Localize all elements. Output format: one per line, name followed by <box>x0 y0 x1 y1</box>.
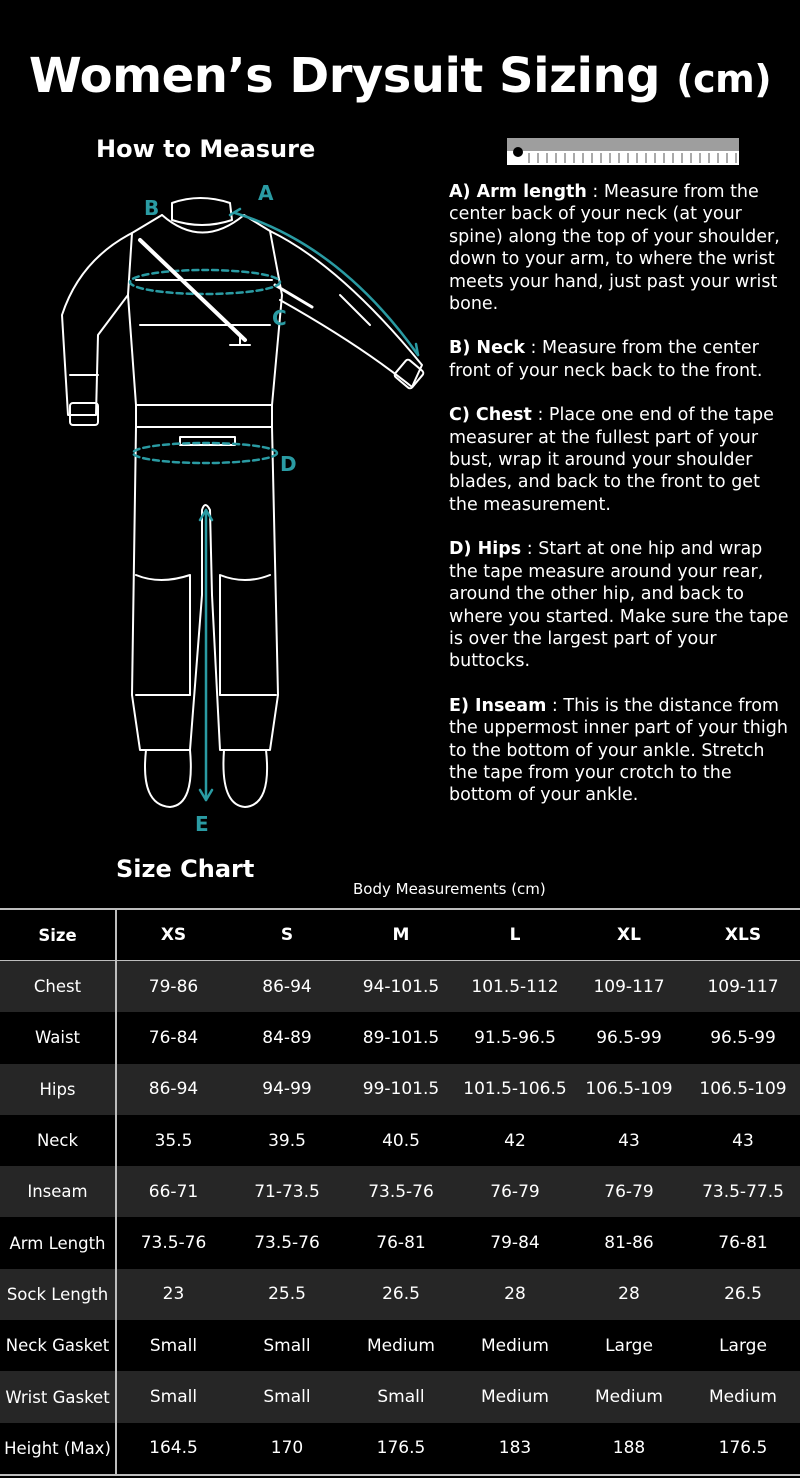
chest-line <box>130 270 280 294</box>
table-row <box>0 1371 800 1422</box>
arm-length-line <box>235 213 418 355</box>
table-cell: 106.5-109 <box>585 1079 673 1100</box>
row-label: Chest <box>0 961 116 1013</box>
table-row <box>0 1064 800 1115</box>
page-title <box>0 48 800 104</box>
table-cell: 99-101.5 <box>362 1079 440 1100</box>
table-row <box>0 1320 800 1371</box>
table-cell: 79-86 <box>148 976 199 997</box>
table-cell: 164.5 <box>149 1438 198 1459</box>
instruction-label: B) Neck <box>449 338 525 359</box>
table-cell: 170 <box>270 1438 304 1459</box>
header-size-col: XS <box>160 925 187 945</box>
table-cell: 183 <box>498 1438 532 1459</box>
table-cell: 79-84 <box>490 1233 540 1254</box>
instruction-label: D) Hips <box>449 539 522 560</box>
table-cell: 101.5-106.5 <box>463 1079 567 1100</box>
row-label: Neck Gasket <box>0 1320 116 1371</box>
instruction-text: Measure from the center front of your neck back to the front. <box>449 338 763 381</box>
table-cell: Small <box>149 1387 198 1408</box>
suit-torso <box>128 215 282 405</box>
table-cell: 66-71 <box>148 1181 199 1202</box>
table-cell: 35.5 <box>154 1130 193 1151</box>
table-cell: 71-73.5 <box>254 1181 320 1202</box>
instruction-text: This is the distance from the uppermost inner part of your thigh to the bottom of your ankle. Stretch the tape from your crotch to the bottom of your ankle. <box>449 695 788 806</box>
label-c: C <box>272 306 287 330</box>
row-label: Inseam <box>0 1166 116 1217</box>
table-cell: 73.5-76 <box>368 1181 434 1202</box>
instruction-hips: D) Hips : Start at one hip and wrap the tape measure around your rear, around the other hip, and back to where you started. Make sure the tape is over the largest part of your buttocks. <box>449 539 789 672</box>
table-cell: 96.5-99 <box>710 1027 776 1048</box>
table-cell: 188 <box>612 1438 646 1459</box>
header-size-col: XL <box>617 925 641 945</box>
table-cell: 42 <box>504 1130 526 1151</box>
table-cell: Medium <box>595 1387 663 1408</box>
label-b: B <box>144 196 160 220</box>
header-size-col: S <box>280 925 294 945</box>
table-cell: 76-81 <box>718 1233 768 1254</box>
table-cell: 76-79 <box>604 1181 654 1202</box>
table-cell: 73.5-76 <box>254 1233 320 1254</box>
table-cell: 84-89 <box>262 1027 312 1048</box>
header-size-col: XLS <box>724 925 762 945</box>
measure-instructions <box>449 181 794 829</box>
instruction-inseam: E) Inseam : This is the distance from the uppermost inner part of your thigh to the bottom of your ankle. Stretch the tape from your crotch to the bottom of your ankle. <box>449 695 788 806</box>
table-cell: 81-86 <box>604 1233 654 1254</box>
table-cell: 76-84 <box>148 1027 199 1048</box>
size-chart-subheading: Body Measurements (cm) <box>353 880 546 898</box>
table-cell: 86-94 <box>148 1079 199 1100</box>
table-cell: 39.5 <box>268 1130 306 1151</box>
table-cell: 76-79 <box>490 1181 540 1202</box>
table-row <box>0 961 800 1013</box>
table-cell: 176.5 <box>376 1438 426 1459</box>
row-label: Neck <box>0 1115 116 1166</box>
instruction-chest: C) Chest : Place one end of the tape measurer at the fullest part of your bust, wrap it around your shoulder blades, and back to the front to get the measurement. <box>449 405 774 515</box>
table-cell: 76-81 <box>376 1233 426 1254</box>
table-row <box>0 1269 800 1320</box>
table-cell: 109-117 <box>707 976 779 997</box>
suit-left-foot <box>145 750 191 807</box>
table-row <box>0 1012 800 1063</box>
table-cell: 94-99 <box>262 1079 312 1100</box>
table-cell: 25.5 <box>268 1284 306 1305</box>
how-to-measure-heading: How to Measure <box>96 135 316 163</box>
header-size-col: M <box>392 925 410 945</box>
table-cell: 73.5-76 <box>140 1233 207 1254</box>
table-cell: Small <box>263 1387 311 1408</box>
row-label: Waist <box>0 1012 116 1063</box>
table-cell: 86-94 <box>262 976 312 997</box>
drysuit-diagram <box>40 175 440 840</box>
table-cell: 26.5 <box>382 1284 420 1305</box>
table-row <box>0 1166 800 1217</box>
row-label: Sock Length <box>0 1269 116 1320</box>
table-row <box>0 1423 800 1475</box>
instruction-arm-length: A) Arm length : Measure from the center back of your neck (at your spine) along the top of your shoulder, down to your arm, to where the wrist meets your hand, just past your wrist bone. <box>449 182 780 315</box>
title-unit: (cm) <box>676 57 772 101</box>
row-label: Arm Length <box>0 1217 116 1268</box>
table-cell: Medium <box>709 1387 777 1408</box>
table-cell: 73.5-77.5 <box>702 1181 784 1202</box>
row-label: Hips <box>0 1064 116 1115</box>
suit-right-arm <box>270 231 422 387</box>
size-chart-heading: Size Chart <box>116 855 255 883</box>
table-cell: 176.5 <box>718 1438 768 1459</box>
table-cell: 96.5-99 <box>596 1027 662 1048</box>
title-main: Women’s Drysuit Sizing <box>28 48 660 104</box>
suit-collar <box>172 198 232 225</box>
table-cell: Medium <box>481 1335 549 1356</box>
table-cell: Large <box>605 1335 653 1356</box>
instruction-text: Measure from the center back of your neck (at your spine) along the top of your shoulder, down to your arm, to where the wrist meets your hand, just past your wrist bone. <box>449 182 780 315</box>
table-cell: Small <box>263 1335 311 1356</box>
table-cell: Small <box>377 1387 425 1408</box>
table-cell: 94-101.5 <box>362 976 440 997</box>
header-size-col: L <box>509 925 521 945</box>
table-cell: 89-101.5 <box>362 1027 440 1048</box>
table-cell: 43 <box>618 1130 640 1151</box>
table-cell: 106.5-109 <box>699 1079 787 1100</box>
header-size: Size <box>0 909 116 961</box>
table-cell: 101.5-112 <box>471 976 559 997</box>
table-cell: Small <box>149 1335 198 1356</box>
table-cell: 23 <box>162 1284 185 1305</box>
suit-left-arm <box>62 233 132 415</box>
label-a: A <box>258 181 274 205</box>
table-cell: 109-117 <box>593 976 665 997</box>
instruction-text: Place one end of the tape measurer at the fullest part of your bust, wrap it around your shoulder blades, and back to the front to get the measurement. <box>449 405 774 515</box>
table-cell: 43 <box>732 1130 754 1151</box>
row-label: Height (Max) <box>0 1423 116 1475</box>
tape-measure-icon <box>507 138 739 165</box>
suit-right-foot <box>223 750 267 807</box>
row-label: Wrist Gasket <box>0 1371 116 1422</box>
table-cell: 28 <box>618 1284 640 1305</box>
table-cell: 40.5 <box>382 1130 420 1151</box>
table-cell: 28 <box>504 1284 526 1305</box>
table-cell: 91.5-96.5 <box>474 1027 556 1048</box>
table-cell: Large <box>719 1335 767 1356</box>
table-cell: Medium <box>481 1387 549 1408</box>
table-row <box>0 1115 800 1166</box>
instruction-text: Start at one hip and wrap the tape measure around your rear, around the other hip, and back to where you started. Make sure the tape is over the largest part of your buttocks. <box>449 539 789 672</box>
table-row <box>0 1217 800 1268</box>
instruction-neck: B) Neck : Measure from the center front of your neck back to the front. <box>449 338 763 381</box>
table-header-row <box>0 909 800 961</box>
instruction-label: E) Inseam <box>449 695 547 716</box>
instruction-label: A) Arm length <box>449 182 587 202</box>
table-cell: Medium <box>367 1335 435 1356</box>
label-d: D <box>280 452 297 476</box>
size-chart-table <box>0 908 800 1476</box>
label-e: E <box>195 812 209 836</box>
instruction-label: C) Chest <box>449 405 532 426</box>
table-cell: 26.5 <box>724 1284 762 1305</box>
